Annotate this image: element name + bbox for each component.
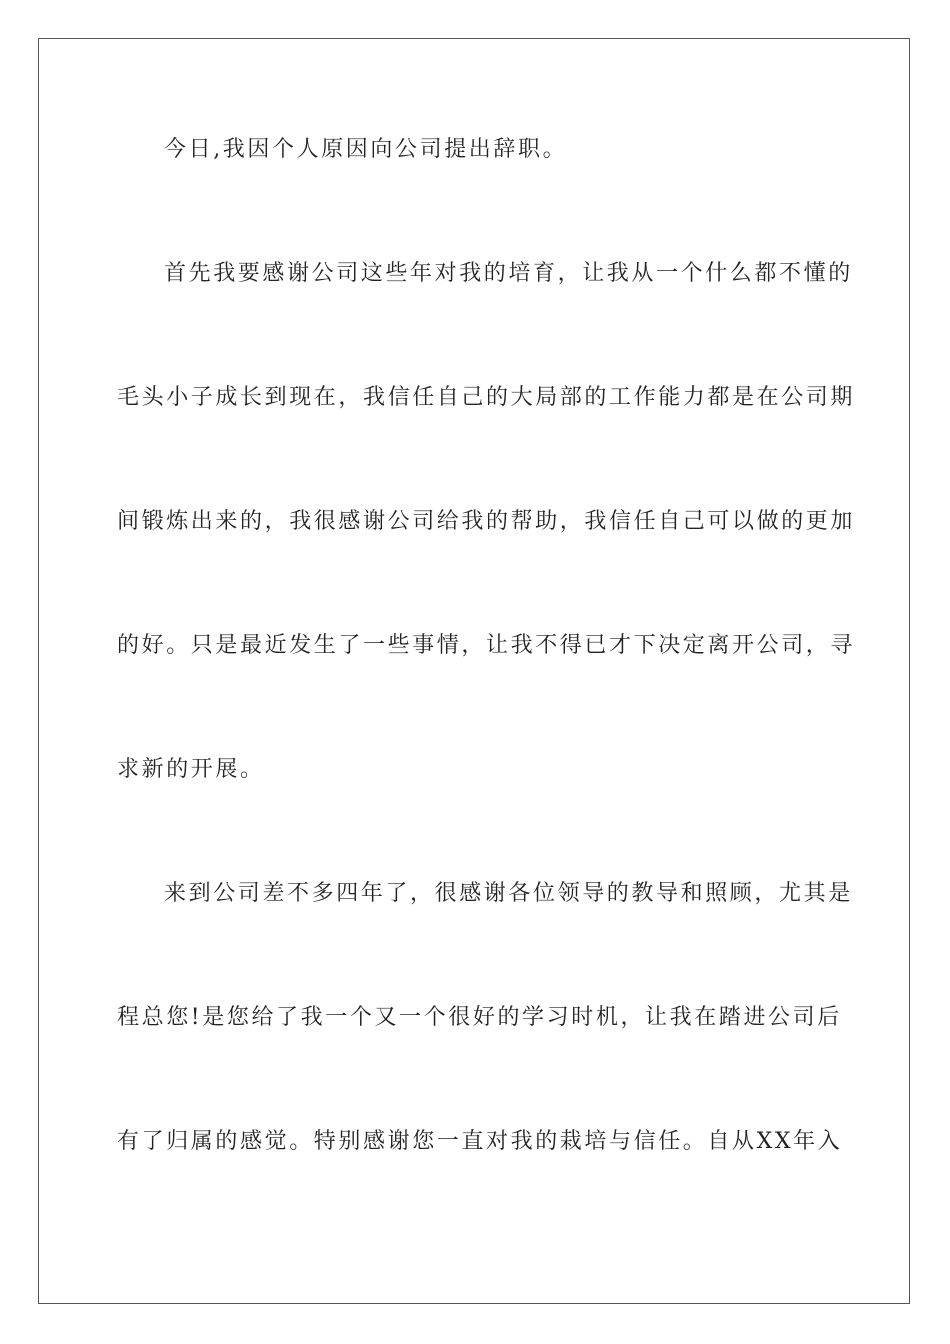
page-border xyxy=(38,38,910,1304)
paragraph-2-line-1: 首先我要感谢公司这些年对我的培育，让我从一个什么都不懂的 xyxy=(164,261,853,286)
paragraph-2-line-3: 间锻炼出来的，我很感谢公司给我的帮助，我信任自己可以做的更加 xyxy=(117,509,856,534)
paragraph-2-line-4: 的好。只是最近发生了一些事情，让我不得已才下决定离开公司，寻 xyxy=(117,633,856,658)
paragraph-2-line-5: 求新的开展。 xyxy=(117,757,265,782)
paragraph-2-line-2: 毛头小子成长到现在，我信任自己的大局部的工作能力都是在公司期 xyxy=(117,385,856,410)
paragraph-1-line-1: 今日,我因个人原因向公司提出辞职。 xyxy=(164,137,568,162)
paragraph-3-line-3: 有了归属的感觉。特别感谢您一直对我的栽培与信任。自从XX年入 xyxy=(117,1129,843,1154)
paragraph-3-line-2: 程总您!是您给了我一个又一个很好的学习时机，让我在踏进公司后 xyxy=(117,1005,842,1030)
paragraph-3-line-1: 来到公司差不多四年了，很感谢各位领导的教导和照顾，尤其是 xyxy=(164,881,853,906)
